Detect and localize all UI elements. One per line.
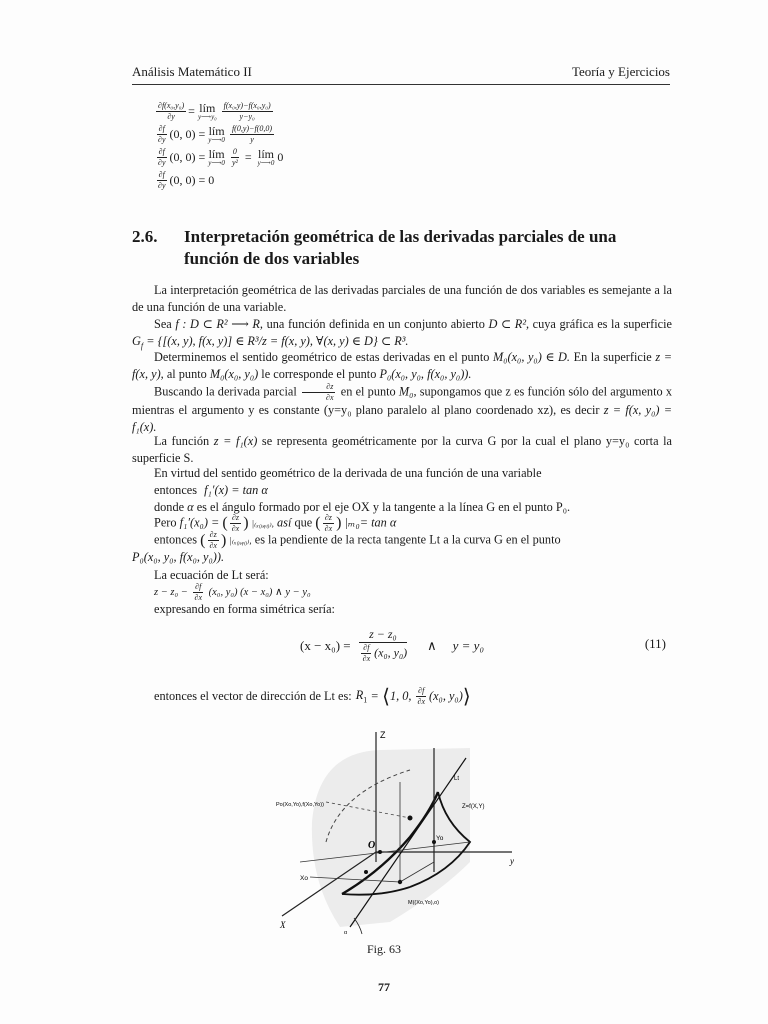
text-run: es el ángulo formado por el eje OX y la tangente a la línea G en el punto P₀. [196, 500, 571, 514]
angle-bracket-open: ⟨ [382, 686, 390, 708]
label-surface: Z=f(X,Y) [462, 804, 485, 810]
fraction-denominator: ∂x [231, 524, 240, 533]
header-book-title: Análisis Matemático II [132, 64, 252, 79]
section-heading [132, 226, 672, 270]
fraction-denominator: ∂y [167, 112, 175, 121]
fraction-numerator: ∂f [418, 686, 425, 695]
fraction [302, 383, 336, 402]
fraction-numerator: ∂f [363, 643, 370, 652]
fraction [357, 628, 410, 663]
text-run: que [294, 515, 313, 530]
text-line: P₀(x₀, y₀, f(x₀, y₀)). [132, 550, 225, 564]
limit-operator [208, 125, 225, 144]
fraction-denominator: ∂y [158, 181, 166, 190]
limit-operator [198, 102, 217, 121]
text-run: En la superficie [573, 350, 652, 364]
running-header [132, 64, 670, 84]
text-run: le corresponde el punto [261, 367, 377, 381]
section-title-line-1: Interpretación geométrica de las derivadas parciales de una [184, 227, 617, 246]
fraction [222, 102, 273, 121]
text-run: una función definida en un conjunto abierto [266, 317, 485, 331]
text-run: cuya gráfica es la superficie [532, 317, 672, 331]
angle-bracket-close: ⟩ [462, 686, 471, 708]
math-run: P₀(x₀, y₀, f(x₀, y₀)). [379, 367, 472, 381]
fraction-denominator: y [250, 135, 254, 144]
header-section-title: Teoría y Ejercicios [572, 64, 670, 79]
fraction [361, 644, 373, 663]
limit-subscript: y⟶0 [257, 159, 275, 167]
text-run: se representa geométricamente por la curva G por la cual el plano y=y₀ corta la superficie S. [132, 434, 672, 465]
figure-caption: Fig. 63 [366, 942, 401, 956]
text-run: es la pendiente de la recta tangente Lt a la curva G en el punto [254, 532, 561, 547]
fraction [156, 125, 168, 144]
equation-line-2 [154, 123, 283, 146]
limit-subscript: y⟶0 [208, 136, 225, 144]
text-run: entonces [154, 532, 198, 547]
fraction [156, 148, 168, 167]
vector-subscript: 1 [363, 695, 368, 705]
fraction-numerator: ∂z [302, 383, 335, 393]
graph-symbol: G [132, 334, 141, 348]
math-run: y = y₀ [452, 637, 484, 653]
paren-open: ( [315, 514, 321, 532]
equation-line-3 [154, 146, 283, 169]
logical-and: ∧ [427, 637, 437, 653]
fraction-numerator: f(0,y)−f(0,0) [231, 124, 272, 133]
math-run: D ⊂ R², [488, 317, 530, 331]
math-run: z = f(x, y), [132, 350, 672, 381]
fraction-numerator: ∂z [209, 530, 217, 539]
math-run: M₀(x₀, y₀) [209, 367, 259, 381]
equation-text: (0, 0) = [169, 127, 206, 141]
fraction-numerator: ∂z [324, 513, 332, 522]
fraction-numerator: ∂f [195, 582, 202, 591]
paren-close: ) [220, 532, 227, 549]
fraction [230, 148, 240, 167]
label-m0: M((Xo,Yo),o) [408, 900, 439, 906]
label-x: X [280, 920, 286, 930]
text-run: en el punto [340, 384, 396, 399]
origin-point [378, 850, 382, 854]
label-origin: O [368, 840, 376, 851]
point-m0 [398, 880, 402, 884]
display-equation [300, 628, 484, 663]
label-alpha: α [344, 930, 348, 936]
limit-operator [258, 148, 275, 167]
math-run: 1, 0, [389, 689, 412, 703]
fraction [156, 102, 186, 121]
label-p0: Po(Xo,Yo),f(Xo,Yo)) [276, 802, 324, 808]
math-run: M₀, [398, 384, 417, 399]
fraction-numerator: ∂z [231, 513, 240, 522]
fraction-denominator: ∂y [158, 135, 166, 144]
text-line [154, 483, 268, 498]
equation-line-1 [154, 100, 283, 123]
math-run: (x₀, y₀) [429, 689, 463, 703]
paren-close: ) [336, 514, 342, 532]
fraction-denominator: ∂x [326, 393, 334, 402]
text-line: expresando en forma simétrica sería: [154, 602, 335, 616]
paragraph-curve [132, 433, 672, 467]
fraction-numerator: ∂f [158, 124, 165, 133]
text-run: entonces [154, 483, 198, 497]
label-y0: Yo [436, 835, 444, 842]
math-run: así [277, 515, 292, 530]
limit-label: lím [208, 124, 225, 138]
equation-text: (0, 0) = 0 [169, 173, 215, 187]
math-run: M₀(x₀, y₀) ∈ D. [492, 350, 570, 364]
math-run: |₍ₓ₀,ᵧ₀₎, [251, 518, 274, 529]
fraction [415, 687, 427, 706]
math-run: (x − x₀) = [300, 637, 351, 653]
paren-open: ( [222, 514, 228, 532]
text-line: En virtud del sentido geométrico de la derivada de una función de una variable [154, 466, 542, 480]
fraction-denominator [357, 643, 410, 663]
limit-label: lím [208, 147, 225, 161]
limit-label: lím [199, 101, 216, 115]
equation-line-4 [154, 169, 283, 192]
paragraph-point [132, 349, 672, 383]
equation-number: (11) [644, 636, 666, 651]
fraction [230, 125, 274, 144]
fraction-denominator: ∂x [417, 697, 425, 706]
label-x0: Xo [300, 875, 308, 882]
text-run: entonces el vector de dirección de Lt es: [154, 689, 352, 703]
fraction-denominator: ∂x [194, 593, 203, 602]
math-run: f : D ⊂ R² ⟶ R, [175, 317, 264, 331]
fraction-numerator: ∂f(x₀,y₀) [158, 101, 185, 110]
paragraph-intro: La interpretación geométrica de las derivadas parciales de una función de dos variables es semejante a la de una función de una variable. [132, 283, 672, 314]
math-run: (x₀, y₀) [374, 645, 408, 660]
paren-close: ) [243, 514, 249, 532]
fraction [156, 171, 168, 190]
fraction-numerator: ∂f [158, 170, 165, 179]
math-run: z = f(x, y₀) = f₁(x). [132, 403, 672, 434]
label-z: Z [380, 730, 386, 740]
math-run: (x₀, y₀) (x − x₀) ∧ y − y₀ [208, 586, 311, 598]
math-run: z = f₁(x) [213, 434, 258, 448]
paragraph-partial [132, 383, 672, 436]
fraction-denominator: ∂y [158, 158, 166, 167]
limit-subscript: y⟶0 [208, 159, 225, 167]
page-number: 77 [378, 980, 390, 994]
direction-vector-line [154, 684, 471, 709]
fraction-denominator: y−y₀ [239, 112, 255, 121]
limit-label: lím [257, 147, 274, 161]
tangent-equation [154, 583, 311, 602]
label-lt: Lt [454, 776, 460, 782]
fraction-numerator: 0 [232, 147, 237, 156]
math-run: α [187, 500, 194, 514]
math-run: |₍ₓ₀,ᵧ₀₎, [229, 535, 252, 546]
fraction-denominator: ∂x [209, 541, 217, 550]
graph-set: = {[(x, y), f(x, y)] ∈ R³/z = f(x, y), ∀(x, y) ∈ D} ⊂ R³. [146, 334, 409, 348]
equals-sign: = [244, 150, 252, 164]
equals-sign: = [188, 104, 195, 118]
math-run: |ₘ₀= tan α [344, 515, 397, 530]
text-line: La ecuación de Lt será: [154, 568, 269, 582]
equation-text: (0, 0) = [169, 150, 206, 164]
limit-subscript: y⟶y₀ [197, 113, 217, 121]
fraction-denominator: y² [231, 158, 238, 167]
text-run: Sea [154, 317, 172, 331]
vector-symbol: R [355, 688, 364, 703]
math-run [356, 688, 368, 704]
text-run: Pero [154, 515, 177, 530]
fraction-denominator: ∂x [324, 524, 333, 533]
paragraph-slope [154, 531, 672, 550]
paren-open: ( [200, 532, 206, 549]
text-run: Buscando la derivada parcial [154, 384, 297, 399]
text-run: donde [154, 500, 185, 514]
text-run: Determinemos el sentido geométrico de estas derivadas en el punto [154, 350, 490, 364]
fraction [207, 531, 219, 550]
math-run [132, 334, 409, 351]
fraction-numerator: f(x₀,y)−f(x₀,y₀) [223, 101, 271, 110]
point-marker [364, 870, 368, 874]
fraction [193, 583, 205, 602]
text-line [154, 500, 570, 515]
geometric-figure [270, 722, 530, 940]
section-title-line-2: función de dos variables [184, 249, 360, 268]
fraction-numerator: z − z₀ [359, 628, 407, 643]
header-rule [132, 84, 670, 85]
math-run: z − z₀ − [154, 586, 188, 598]
math-run: f₁′(x₀) = [179, 515, 220, 530]
surface-shading [312, 748, 470, 927]
text-run: supongamos que z es función sólo del argumento x mientras el argumento y es constante (y=y₀ plano paralelo al plano coordenado xz), es decir [132, 384, 673, 417]
limit-operator [208, 148, 225, 167]
text-run: La función [154, 434, 210, 448]
point-p0 [408, 816, 413, 821]
equation-text: 0 [277, 150, 284, 164]
math-run: f₁′(x) = tan α [204, 483, 268, 497]
fraction-denominator: ∂x [362, 654, 371, 663]
graph-subscript: f [140, 341, 144, 351]
section-number: 2.6. [132, 227, 158, 246]
equals-sign: = [371, 689, 379, 703]
label-y: y [510, 856, 514, 866]
fraction-numerator: ∂f [158, 147, 165, 156]
text-run: al punto [166, 367, 207, 381]
partial-derivative-computation [154, 100, 283, 192]
